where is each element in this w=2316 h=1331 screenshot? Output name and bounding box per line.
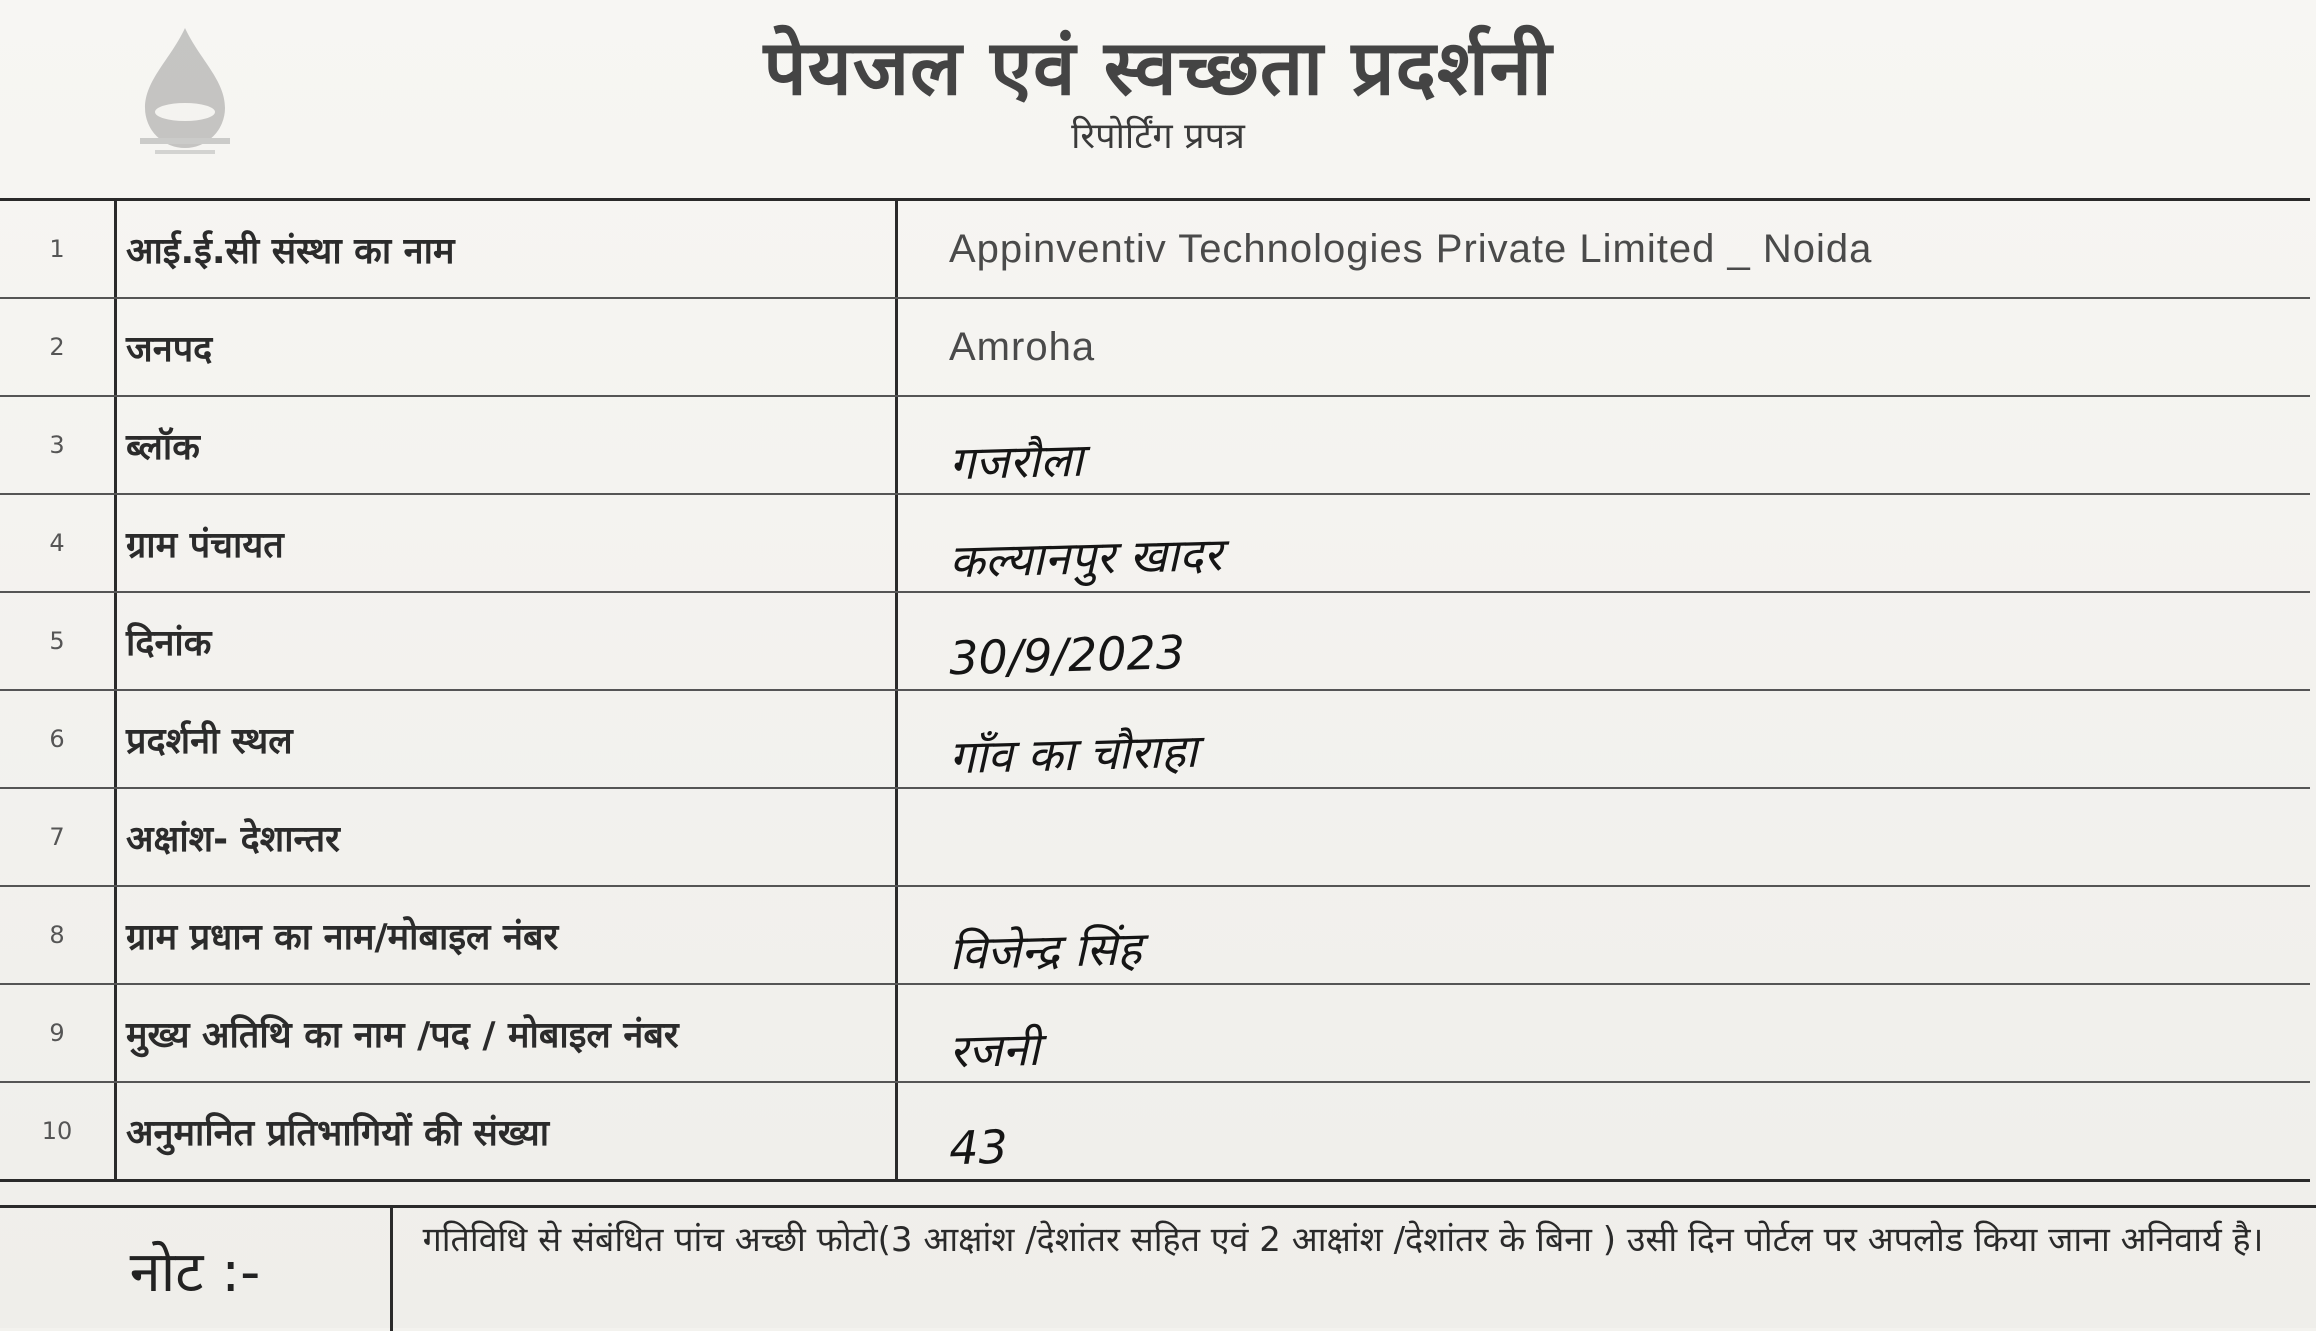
row-number: 10 xyxy=(0,1083,117,1179)
row-number: 9 xyxy=(0,985,117,1081)
table-row xyxy=(0,789,2310,887)
form-subtitle: रिपोर्टिंग प्रपत्र xyxy=(1071,116,1245,157)
row-label: अक्षांश- देशान्तर xyxy=(118,789,898,885)
row-number: 3 xyxy=(0,397,117,493)
note-section xyxy=(0,1205,2316,1331)
table-row xyxy=(0,691,2310,789)
row-number: 4 xyxy=(0,495,117,591)
row-label: जनपद xyxy=(118,299,898,395)
row-label: ग्राम प्रधान का नाम/मोबाइल नंबर xyxy=(118,887,898,983)
note-label: नोट :- xyxy=(0,1208,393,1331)
row-number: 8 xyxy=(0,887,117,983)
form-title: पेयजल एवं स्वच्छता प्रदर्शनी xyxy=(763,23,1553,112)
iec-organization-value: Appinventiv Technologies Private Limited _ Noida xyxy=(949,226,1873,271)
date-value: 30/9/2023 xyxy=(948,625,1186,686)
row-label: दिनांक xyxy=(118,593,898,689)
block-value: गजरौला xyxy=(948,432,1084,491)
row-number: 7 xyxy=(0,789,117,885)
exhibition-venue-value: गाँव का चौराहा xyxy=(948,723,1198,785)
table-row xyxy=(0,495,2310,593)
table-row xyxy=(0,397,2310,495)
row-label: मुख्य अतिथि का नाम /पद / मोबाइल नंबर xyxy=(118,985,898,1081)
row-number: 2 xyxy=(0,299,117,395)
row-label: आई.ई.सी संस्था का नाम xyxy=(118,201,898,297)
row-label: ग्राम पंचायत xyxy=(118,495,898,591)
gram-panchayat-value: कल्यानपुर खादर xyxy=(948,527,1223,589)
note-text: गतिविधि से संबंधित पांच अच्छी फोटो(3 आक्षांश /देशांतर सहित एवं 2 आक्षांश /देशांतर के बिना ) उसी दिन पोर्टल पर अपलोड किया जाना अनिवार्य है। xyxy=(422,1220,2264,1260)
participants-count-value: 43 xyxy=(948,1119,1009,1176)
row-label: अनुमानित प्रतिभागियों की संख्या xyxy=(118,1083,898,1179)
row-number: 6 xyxy=(0,691,117,787)
district-value: Amroha xyxy=(949,324,1096,369)
table-row xyxy=(0,299,2310,397)
row-number: 1 xyxy=(0,201,117,297)
village-head-value: विजेन्द्र सिंह xyxy=(948,921,1143,981)
table-row xyxy=(0,985,2310,1083)
table-row xyxy=(0,1083,2310,1182)
row-label: प्रदर्शनी स्थल xyxy=(118,691,898,787)
row-label: ब्लॉक xyxy=(118,397,898,493)
table-row xyxy=(0,887,2310,985)
table-row xyxy=(0,201,2310,299)
chief-guest-value: रजनी xyxy=(948,1021,1041,1079)
report-table xyxy=(0,198,2310,1182)
table-row xyxy=(0,593,2310,691)
row-number: 5 xyxy=(0,593,117,689)
